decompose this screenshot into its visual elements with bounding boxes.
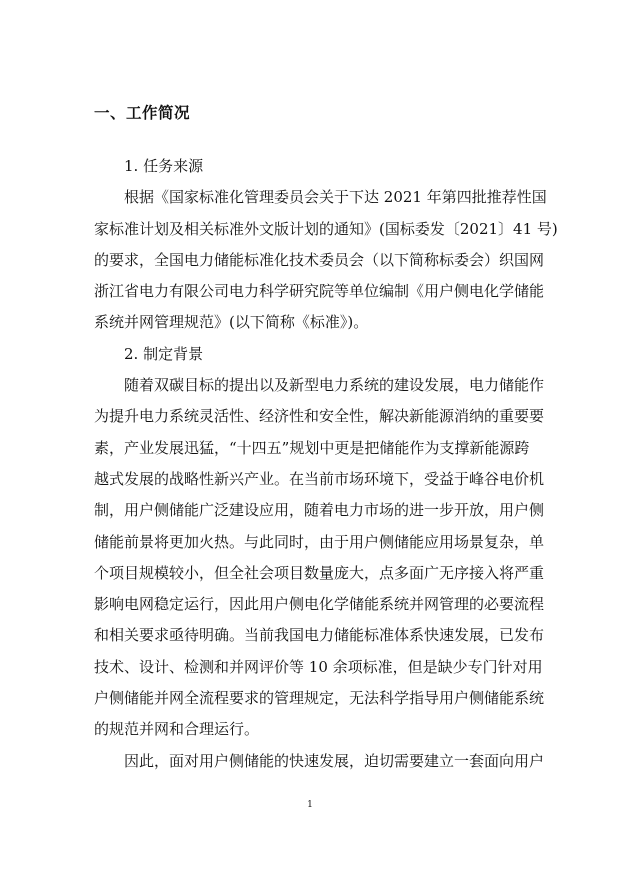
paragraph-line: 随着双碳目标的提出以及新型电力系统的建设发展，电力储能作: [124, 376, 545, 395]
page-number: 1: [307, 800, 313, 810]
paragraph-line: 因此，面对用户侧储能的快速发展，迫切需要建立一套面向用户: [124, 751, 545, 770]
section-heading: 一、工作简况: [94, 104, 191, 122]
paragraph-line: 技术、设计、检测和并网评价等 10 余项标准，但是缺少专门针对用: [94, 657, 543, 676]
item-title-task-source: 1. 任务来源: [124, 157, 204, 175]
paragraph-line: 和相关要求亟待明确。当前我国电力储能标准体系快速发展，已发布: [94, 626, 545, 645]
paragraph-line: 系统并网管理规范》(以下简称《标准》)。: [94, 313, 369, 332]
body-text: [94, 151, 558, 777]
paragraph-line: 家标准计划及相关标准外文版计划的通知》(国标委发〔2021〕41 号): [94, 219, 558, 238]
paragraph-line: 制，用户侧储能广泛建设应用，随着电力市场的进一步开放，用户侧: [94, 501, 545, 520]
paragraph-line: 越式发展的战略性新兴产业。在当前市场环境下，受益于峰谷电价机: [94, 469, 545, 488]
paragraph-line: 浙江省电力有限公司电力科学研究院等单位编制《用户侧电化学储能: [94, 282, 545, 301]
paragraph-line: 的规范并网和合理运行。: [94, 720, 260, 739]
paragraph-line: 素，产业发展迅猛，“十四五”规划中更是把储能作为支撑新能源跨: [94, 438, 530, 457]
paragraph-line: 的要求，全国电力储能标准化技术委员会（以下简称标委会）织国网: [94, 250, 545, 269]
paragraph-line: 个项目规模较小，但全社会项目数量庞大，点多面广无序接入将严重: [94, 563, 545, 582]
paragraph-line: 根据《国家标准化管理委员会关于下达 2021 年第四批推荐性国: [124, 188, 547, 207]
paragraph-line: 影响电网稳定运行，因此用户侧电化学储能系统并网管理的必要流程: [94, 595, 545, 614]
item-title-background: 2. 制定背景: [124, 344, 204, 363]
paragraph-line: 为提升电力系统灵活性、经济性和安全性，解决新能源消纳的重要要: [94, 407, 545, 426]
paragraph-line: 户侧储能并网全流程要求的管理规定，无法科学指导用户侧储能系统: [94, 689, 545, 708]
paragraph-line: 储能前景将更加火热。与此同时，由于用户侧储能应用场景复杂，单: [94, 532, 545, 551]
